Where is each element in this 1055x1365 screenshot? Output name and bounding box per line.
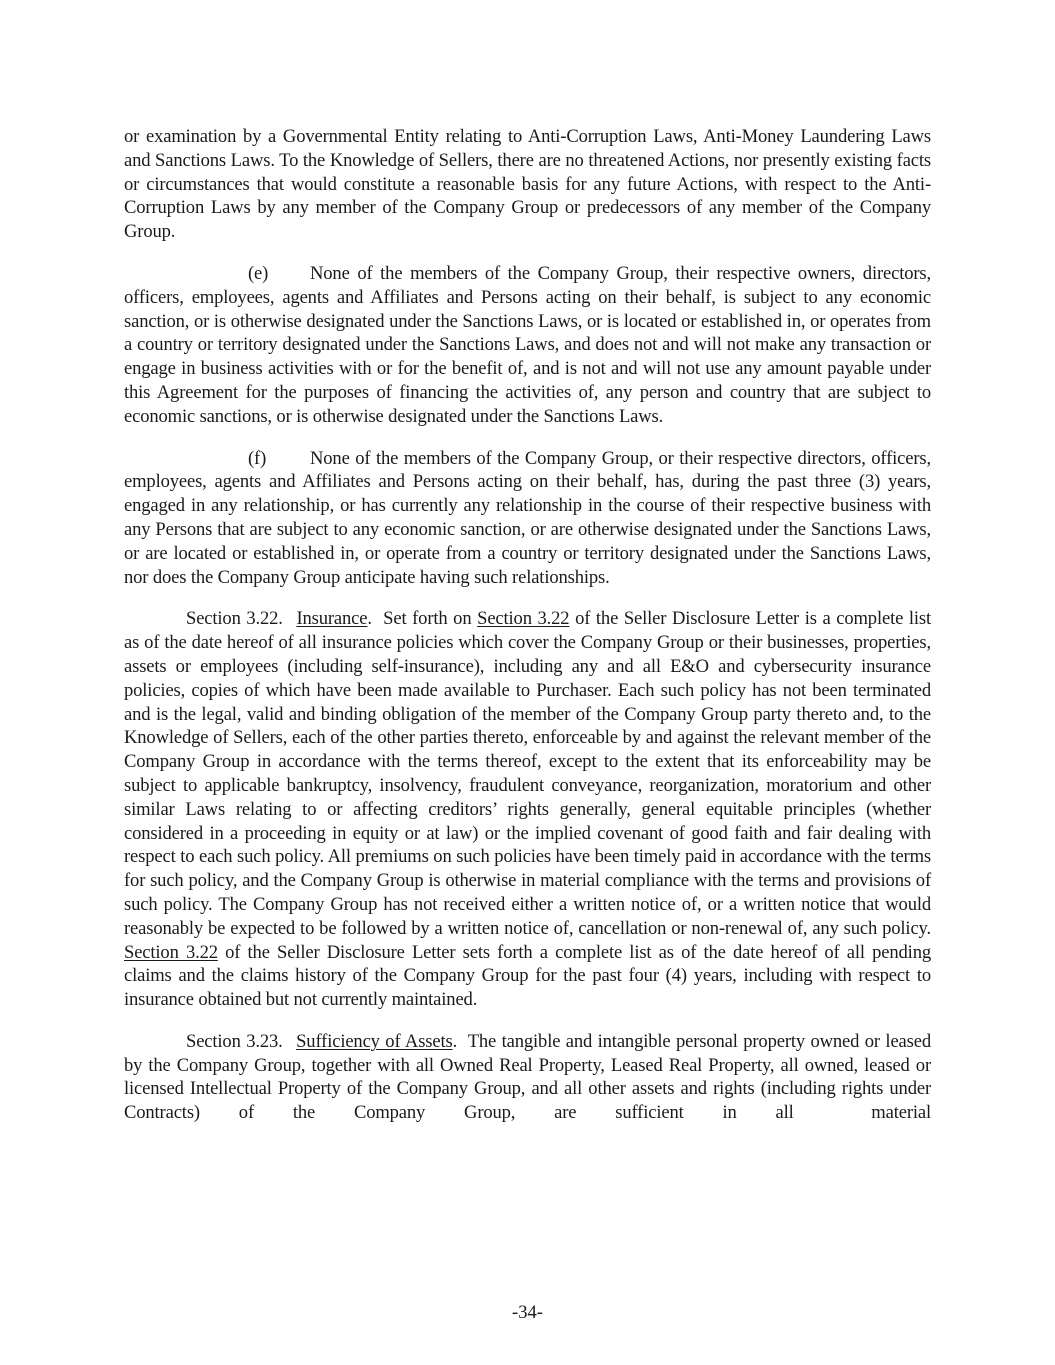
paragraph-text: of the Seller Disclosure Letter sets forth a complete list as of the date hereof of all pending claims and the claims history of the Company Group for the past four (4) years, including with respect to insurance obtained but not currently maintained. — [124, 941, 931, 1011]
section-heading-punct: . — [367, 608, 372, 630]
paragraph-text: None of the members of the Company Group, their respective owners, directors, officers, employees, agents and Affiliates and Persons acting on their behalf, is subject to any economic sanction, or is otherwise designated under the Sanctions Laws, or is located or established in, or operates from a country or territory designated under the Sanctions Laws, and does not and will not make any transaction or engage in business activities with or for the benefit of, and is not and will not use any amount payable under this Agreement for the purposes of financing the activities of, any person and country that are subject to economic sanctions, or is otherwise designated under the Sanctions Laws. — [124, 262, 931, 427]
page-number: -34- — [512, 1302, 543, 1323]
section-heading-punct: . — [452, 1030, 458, 1052]
paragraph-text: The tangible and intangible personal property owned or leased by the Company Group, together with all Owned Real Property, Leased Real Property, all owned, leased or licensed Intellectual Property of the Company Group, and all other assets and rights (including rights under Contracts) of the Company Group, are sufficient in all material — [124, 1030, 936, 1124]
paragraph-text: None of the members of the Company Group, or their respective directors, officers, employees, agents and Affiliates and Persons acting on their behalf, has, during the past three (3) years, engaged in any relationship, or has currently any relationship in the course of their respective business with any Persons that are subject to any economic sanction, or are otherwise designated under the Sanctions Laws, or are located or established in, or operate from a country or territory designated under the Sanctions Laws, nor does the Company Group anticipate having such relationships. — [124, 447, 931, 588]
section-reference: Section 3.22 — [124, 941, 218, 963]
paragraph-text: of the Seller Disclosure Letter is a complete list as of the date hereof of all insurance policies which cover the Company Group or their businesses, properties, assets or employees (including self-insurance), including any and all E&O and cybersecurity insurance policies, copies of which have been made available to Purchaser. Each such policy has not been terminated and is the legal, valid and binding obligation of the member of the Company Group party thereto and, to the Knowledge of Sellers, each of the other parties thereto, enforceable by and against the relevant member of the Company Group in accordance with the terms thereof, except to the extent that its enforceability may be subject to applicable bankruptcy, insolvency, fraudulent conveyance, reorganization, moratorium and other similar Laws relating to or affecting creditors’ rights generally, general equitable principles (whether considered in a proceeding in equity or at law) or the implied covenant of good faith and fair dealing with respect to each such policy. All premiums on such policies have been timely paid in accordance with the terms for such policy, and the Company Group is otherwise in material compliance with the terms and provisions of such policy. The Company Group has not received either a written notice of, or a written notice that would reasonably be expected to be followed by a written notice of, cancellation or non-renewal of, any such policy. — [124, 608, 931, 939]
paragraph-subsection-e — [124, 262, 931, 429]
subsection-label-e: (e) — [248, 262, 269, 284]
section-3-22-insurance — [124, 607, 931, 1012]
section-heading: Insurance — [296, 608, 368, 630]
section-reference: Section 3.22 — [477, 608, 570, 630]
section-number: Section 3.22. — [186, 608, 283, 630]
section-heading: Sufficiency of Assets — [296, 1030, 453, 1052]
paragraph-subsection-f — [124, 447, 931, 590]
subsection-label-f: (f) — [248, 447, 267, 469]
document-page — [124, 125, 936, 1143]
paragraph-text: Set forth on — [371, 608, 478, 630]
section-3-23-sufficiency-of-assets — [124, 1030, 936, 1125]
section-number: Section 3.23. — [186, 1030, 283, 1052]
paragraph-anti-corruption-continuation — [124, 125, 931, 244]
paragraph-text: or examination by a Governmental Entity relating to Anti-Corruption Laws, Anti-Money Laundering Laws and Sanctions Laws. To the Knowledge of Sellers, there are no threatened Actions, nor presently existing facts or circumstances that would constitute a reasonable basis for any future Actions, with respect to the Anti-Corruption Laws by any member of the Company Group or predecessors of any member of the Company Group. — [124, 126, 931, 243]
